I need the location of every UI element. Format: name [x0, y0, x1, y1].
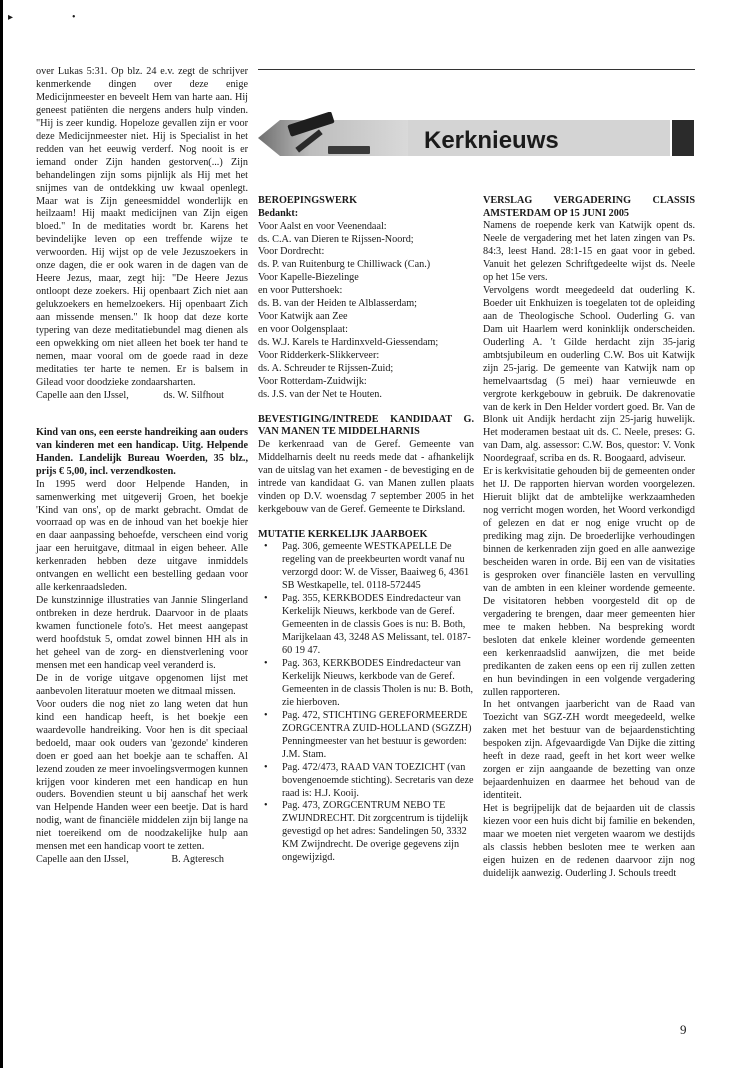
call-line: Voor Rotterdam-Zuidwijk: — [258, 375, 367, 387]
column-left — [36, 66, 248, 867]
call-line: ds. J.S. van der Net te Houten. — [258, 388, 382, 400]
call-line: Voor Aalst en voor Veenendaal: — [258, 220, 387, 232]
mutation-item: • Pag. 306, gemeente WESTKAPELLE De regeling van de preekbeurten wordt vanaf nu verzorgd door: W. de Visser, Baaiweg 6, 4361 SB Westkapelle, tel. 0118-572445 — [258, 541, 474, 593]
mutation-item: • Pag. 472, STICHTING GEREFORMEERDE ZORGCENTRA ZUID-HOLLAND (SGZZH) Penningmeester van het bestuur is geworden: J.M. Stam. — [258, 710, 474, 762]
paragraph: Er is kerkvisitatie gehouden bij de gemeenten onder het IJ. De rapporten hiervan worden voorgelezen. Hieruit blijkt dat de ambtelijke werkzaamheden nog verricht mogen worden, het Woord verkondigd of gelezen en dat er nog enige vrucht op de prediking mag zijn. De broederlijke verhoudingen binnen de kerkenraden zijn goed en alle aanwezige bescheiden waren in orde. Bij een van de visitaties is gesproken over financiële lasten en vervulling van de ambten in een kleiner wordende gemeente. De visitatoren hebben voorgesteld dit op de vergadering te brengen, daar meer gemeenten hier mee te maken hebben. Na bespreking wordt besloten dat enkele kleiner wordende gemeenten een kerkenraadslid aanwijzen, die met beide predikanten de zaken eens op een rij zullen zetten en hun bevindingen in een volgende vergadering zullen rapporteren. — [483, 466, 695, 698]
call-line: en voor Oolgensplaat: — [258, 324, 348, 336]
call-line: ds. C.A. van Dieren te Rijssen-Noord; — [258, 233, 414, 245]
call-line: ds. A. Schreuder te Rijssen-Zuid; — [258, 363, 394, 375]
call-line: Voor Ridderkerk-Slikkerveer: — [258, 350, 380, 362]
mutation-item: • Pag. 355, KERKBODES Eindredacteur van Kerkelijk Nieuws, kerkbode van de Geref. Gemeenten in de classis Goes is nu: B. Both, Marijkelaan 43, 3248 AS Melissant, tel. 0187-60 19 47. — [258, 593, 474, 658]
column-middle — [258, 195, 474, 865]
page-number: 9 — [680, 1022, 687, 1037]
section-heading: BEROEPINGSWERK — [258, 195, 358, 206]
call-list — [258, 221, 474, 402]
section-heading: BEVESTIGING/INTREDE KANDIDAAT G. VAN MANEN TE MIDDELHARNIS — [258, 413, 474, 438]
paragraph: In het ontvangen jaarbericht van de Raad van Toezicht van SGZ-ZH wordt meegedeeld, welke zaken met het bestuur van de bejaardenstichting bespoken zijn. Afgevaardigde Van Dijke die zitting heeft in deze raad, geeft in het kort weer welke zorgen er zijn aangaande de bezetting van onze bejaardenhuizen en daarmee het behoud van de identiteit. — [483, 699, 695, 802]
subheading: Bedankt: — [258, 207, 299, 219]
banner-title: Kerknieuws — [424, 127, 559, 154]
mutation-list — [258, 541, 474, 865]
scan-edge — [0, 0, 3, 1068]
paragraph: Voor ouders die nog niet zo lang weten dat hun kind een handicap heeft, is het boekje een waardevolle handreiking. Voor hen is dit speciaal bedoeld, maar ook ouders van 'gezonde' kinderen doen er goed aan het boekje aan te schaffen. Al lezend zouden ze meer invoelingsvermogen kunnen krijgen voor kinderen met een handicap en hun ouders. Bovendien steunt u bij aanschaf het werk van Helpende Handen weer een beetje. Dat is hard nodig, want de financiële middelen zijn bij lange na niet toereikend om de noodzakelijke hulp aan mensen met een handicap voort te zetten. — [36, 698, 248, 853]
kerknieuws-banner — [258, 112, 694, 164]
call-line: en voor Puttershoek: — [258, 285, 343, 297]
section-heading: VERSLAG VERGADERING CLASSIS AMSTERDAM OP 15 JUNI 2005 — [483, 195, 695, 219]
call-line: Voor Dordrecht: — [258, 246, 325, 258]
review-title: Kind van ons, een eerste handreiking aan ouders van kinderen met een handicap. Uitg. Helpende Handen. Landelijk Bureau Woerden, 35 blz., prijs € 5,00, incl. verzendkosten. — [36, 426, 248, 477]
paragraph: Het is begrijpelijk dat de bejaarden uit de classis kiezen voor een huis dicht bij familie en bekenden, maar we moeten niet vergeten waarom we destijds als classis hebben besloten mee te werken aan eigen huizen en de redenen daarvoor zijn nog duidelijk aanwezig. Ouderling J. Schouls treedt — [483, 803, 695, 879]
paragraph: Namens de roepende kerk van Katwijk opent ds. Neele de vergadering met het laten zingen van Ps. 84:3, leest Hand. 28:1-15 en gaat voor in gebed. Vanuit het gelezen Schriftgedeelte wijst ds. Neele op het 15e vers. — [483, 220, 695, 283]
mutation-item: • Pag. 363, KERKBODES Eindredacteur van Kerkelijk Nieuws, kerkbode van de Geref. Gemeenten in de classis Tholen is nu: B. Both, zie hierboven. — [258, 658, 474, 710]
rule — [258, 69, 695, 70]
call-line: Voor Kapelle-Biezelinge — [258, 272, 359, 284]
call-line: ds. B. van der Heiden te Alblasserdam; — [258, 298, 417, 310]
paragraph: In 1995 werd door Helpende Handen, in samenwerking met uitgeverij Groen, het boekje 'Kind van ons', op de markt gebracht. Omdat de voorraad op was en de inhoud van het boekje hier en daar aanpassing behoefde, verscheen eind vorig jaar een heruitgave, ditmaal in eigen beheer. Alle kerkenraden hebben deze uitgave inmiddels ontvangen en wellicht een bestelling gedaan voor alle kerkenraadsleden. — [36, 478, 248, 594]
section-heading: MUTATIE KERKELIJK JAARBOEK — [258, 528, 428, 540]
scan-mark: ▸ — [8, 12, 14, 23]
mutation-item: • Pag. 473, ZORGCENTRUM NEBO TE ZWIJNDRECHT. Dit zorgcentrum is tijdelijk gevestigd op het adres: Sandelingen 50, 3332 KM Zwijndrecht. De overige gegevens zijn ongewijzigd. — [258, 800, 474, 865]
signature: Capelle aan den IJssel, ds. W. Silfhout — [36, 389, 224, 401]
call-line: Voor Katwijk aan Zee — [258, 311, 348, 323]
paragraph: De kerkenraad van de Geref. Gemeente van Middelharnis deelt nu reeds mede dat - afhankelijk van de uitslag van het examen - de bevestiging en de intrede van kandidaat G. van Manen zullen plaats vinden op D.V. woensdag 7 september 2005 in het kerkgebouw van de Geref. Gemeente te Dirksland. — [258, 439, 474, 515]
column-right — [483, 195, 695, 881]
signature: Capelle aan den IJssel, B. Agteresch — [36, 854, 224, 866]
paragraph: De kunstzinnige illustraties van Jannie Slingerland ontbreken in deze herdruk. Daarvoor in de plaats kwamen functionele foto's. Het meest aangepast werd hoofdstuk 5, omdat zowel binnen HH als in het geheel van de zorg- en dienstverlening voor mensen met een handicap veel veranderd is. — [36, 595, 248, 671]
review-text: over Lukas 5:31. Op blz. 24 e.v. zegt de schrijver kenmerkende dingen over deze enige Medicijnmeester en beveelt Hem van harte aan. Hij geneest patiënten die nergens anders hulp vinden. "Hij is zeer kundig. Hopeloze gevallen zijn er voor deze Medicijnmeester niet. Hij is Specialist in het redden van het eeuwig verderf. Nog nooit is er iemand onder Zijn handen gestorven(...) Zijn behandelingen zijn soms pijnlijk als Hij met het snijmes van de ontdekking uw kwaal openlegt. Maar wat is Zijn geneesmiddel wonderlijk en heilzaam! Hij maakt medicijnen van Zijn eigen bloed." In de meditaties wordt br. Karens het bevindelijke leven op een treffende wijze te verwoorden. Hij wijst op de vele Jezuszoekers in onze dagen, die er ook waren in de dagen van de Heere Jezus, maar, zegt hij: "De Heere Jezus ontloopt deze zoekers. Hij openbaart Zich niet aan gelukzoekers en hemelzoekers. Hij openbaart Zich aan missende mensen." Ik hoop dat deze korte typering van deze meditatiebundel mag dienen als een opwekking om niet alleen het boek ter hand te nemen, maar vooral om de goede raad in deze meditaties ter harte te nemen. Er is balsem in Gilead voor doodzieke zondaarsharten. — [36, 66, 248, 388]
paragraph: De in de vorige uitgave opgenomen lijst met aanbevolen literatuur moeten we ditmaal missen. — [36, 672, 248, 697]
scan-mark: • — [72, 12, 76, 23]
paragraph: Vervolgens wordt meegedeeld dat ouderling K. Boeder uit Enkhuizen is toegelaten tot de opleiding aan de Theologische School. Ouderling G. van Dam uit Haarlem werd koninklijk onderscheiden. Ouderling A. 't Gilde herdacht zijn 35-jarig ambtsjubileum en ouderling C.W. Bos uit Katwijk zijn 25-jarig. De gemeente van Katwijk nam op hemelvaartsdag (5 mei) haar vernieuwde en vergrote kerkgebouw in gebruik. De dakrenovatie van de kerk in Den Helder vordert goed. Br. Van de Blonk uit Andijk herdacht zijn 25-jarig huwelijk. Het moderamen bestaat uit ds. C. Neele, preses: G. van Dam, alg. assessor: C.W. Bos, questor: V. Vonk Noordegraaf, scriba en ds. R. Boogaard, adviseur. — [483, 284, 695, 465]
call-line: ds. P. van Ruitenburg te Chilliwack (Can.) — [258, 259, 431, 271]
call-line: ds. W.J. Karels te Hardinxveld-Giessendam; — [258, 337, 439, 349]
mutation-item: • Pag. 472/473, RAAD VAN TOEZICHT (van bovengenoemde stichting). Secretaris van deze raad is: H.J. Kooij. — [258, 762, 474, 801]
